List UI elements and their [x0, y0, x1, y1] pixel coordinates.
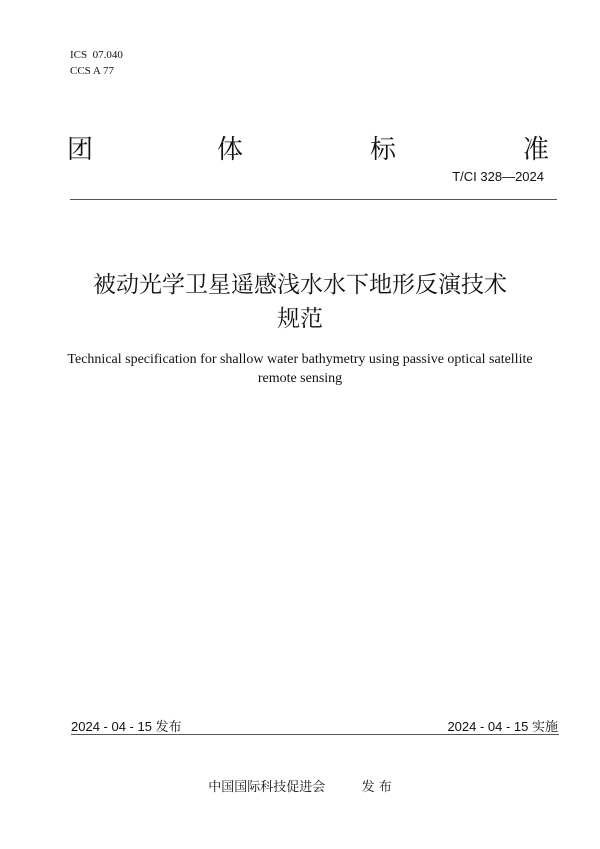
- ccs-code: CCS A 77: [70, 65, 115, 77]
- footer-divider: [71, 734, 559, 735]
- publish-label: 发 布: [361, 780, 392, 795]
- issue-date: 2024 - 04 - 15 发布: [71, 719, 182, 734]
- title-cn-line-2: 规范: [277, 306, 323, 332]
- title-cn-line-1: 被动光学卫星遥感浅水水下地形反演技术: [93, 272, 507, 298]
- category-char-3: 标: [370, 135, 397, 165]
- category-char-1: 团: [67, 135, 94, 165]
- category-char-2: 体: [217, 135, 244, 165]
- header-divider: [70, 199, 557, 200]
- classification-codes: [70, 47, 123, 79]
- title-en-line-2: remote sensing: [257, 371, 343, 386]
- category-char-4: 准: [523, 135, 550, 165]
- publisher-name: 中国国际科技促进会: [208, 780, 326, 795]
- implement-date: 2024 - 04 - 15 实施: [447, 719, 558, 734]
- standard-number: T/CI 328—2024: [452, 169, 544, 184]
- title-en-line-1: Technical specification for shallow water bathymetry using passive optical satellite: [67, 352, 533, 367]
- publisher-line: [0, 776, 600, 795]
- title-chinese: [0, 268, 600, 336]
- ics-code: ICS 07.040: [70, 49, 123, 61]
- title-english: [0, 350, 600, 388]
